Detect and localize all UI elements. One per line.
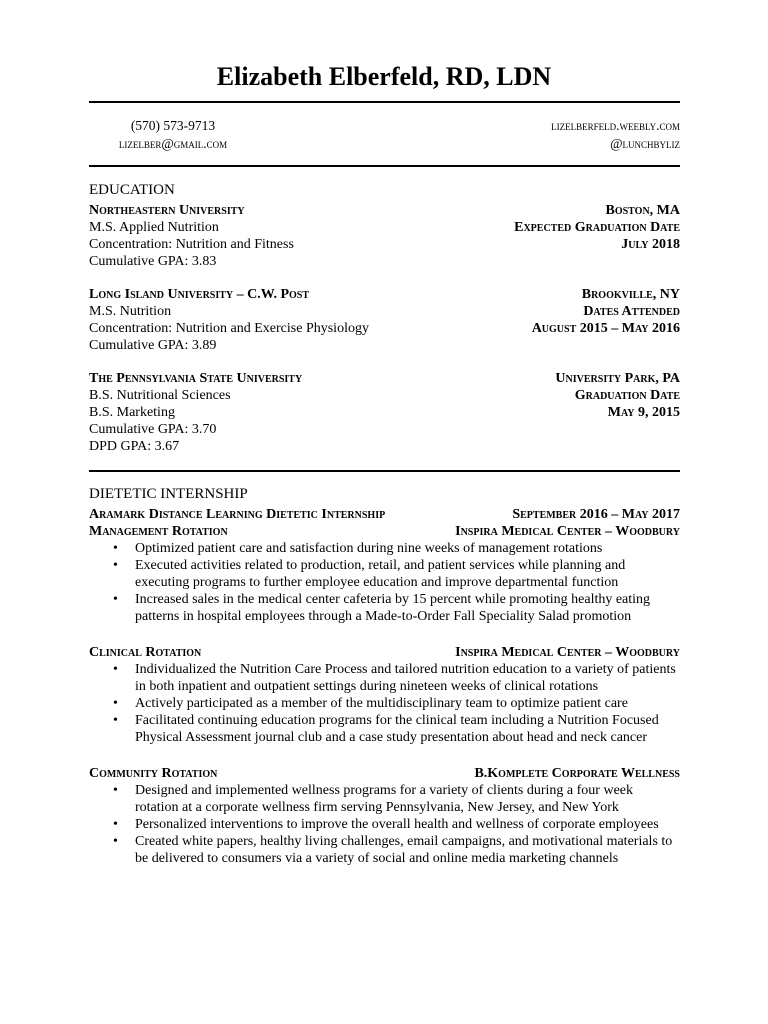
bullet-item: • Facilitated continuing education programs for the clinical team including a Nutrition Focused Physical Assessment journal club and a case study presentation about head and neck cancer (135, 712, 680, 746)
degree-line: B.S. Nutritional Sciences (89, 388, 231, 403)
degree-line: M.S. Applied Nutrition (89, 220, 219, 235)
rotation-bullets (89, 661, 680, 746)
date-value: May 9, 2015 (607, 405, 680, 420)
education-title: EDUCATION (89, 182, 175, 198)
rotation-name: Community Rotation (89, 766, 218, 781)
contact-left (89, 117, 257, 153)
internship-program (89, 506, 680, 625)
bullet-item: • Optimized patient care and satisfaction during nine weeks of management rotations (135, 540, 680, 557)
school-name: Long Island University – C.W. Post (89, 287, 310, 302)
bullet-item: • Increased sales in the medical center cafeteria by 15 percent while promoting healthy eating patterns in hospital employees through a Made-to-Order Fall Speciality Salad promotion (135, 591, 680, 625)
bullet-item: • Personalized interventions to improve the overall health and wellness of corporate employees (135, 816, 680, 833)
school-location: Boston, MA (605, 203, 680, 218)
education-entry (89, 286, 680, 354)
header-rule-bottom (89, 165, 680, 167)
date-value: August 2015 – May 2016 (531, 321, 680, 336)
rotation-bullets (89, 540, 680, 625)
school-name: Northeastern University (89, 203, 245, 218)
social-handle: @lunchbyliz (610, 136, 680, 151)
education-entry (89, 202, 680, 270)
contact-right (500, 117, 680, 153)
rotation-name: Management Rotation (89, 524, 228, 539)
website-url: lizelberfeld.weebly.com (551, 118, 680, 133)
phone-number: (570) 573-9713 (130, 118, 216, 133)
program-name: Aramark Distance Learning Dietetic Internship (89, 507, 386, 522)
internship-rotation (89, 765, 680, 867)
degree-line: M.S. Nutrition (89, 304, 172, 319)
gpa-line: DPD GPA: 3.67 (89, 439, 180, 454)
rotation-site: B.Komplete Corporate Wellness (474, 766, 680, 781)
date-label: Dates Attended (583, 304, 680, 319)
internship-rotation (89, 644, 680, 746)
bullet-item: • Individualized the Nutrition Care Process and tailored nutrition education to a variety of patients in both inpatient and outpatient settings during nineteen weeks of clinical rotations (135, 661, 680, 695)
bullet-item: • Created white papers, healthy living challenges, email campaigns, and motivational materials to be delivered to consumers via a variety of social and online media marketing channels (135, 833, 680, 867)
school-location: University Park, PA (555, 371, 680, 386)
bullet-item: • Designed and implemented wellness programs for a variety of clients during a four week rotation at a corporate wellness firm serving Pennsylvania, New Jersey, and New York (135, 782, 680, 816)
date-label: Graduation Date (574, 388, 680, 403)
internship-title: DIETETIC INTERNSHIP (89, 486, 248, 502)
email-address: lizelber@gmail.com (118, 136, 228, 151)
gpa-line: Cumulative GPA: 3.70 (89, 422, 217, 437)
degree-line: B.S. Marketing (89, 405, 175, 420)
rotation-site: Inspira Medical Center – Woodbury (455, 524, 680, 539)
bullet-item: • Executed activities related to production, retail, and patient services while planning and executing programs to further employee education and improve departmental function (135, 557, 680, 591)
degree-line: Concentration: Nutrition and Exercise Physiology (89, 321, 369, 336)
school-location: Brookville, NY (581, 287, 680, 302)
rotation-bullets (89, 782, 680, 867)
school-name: The Pennsylvania State University (89, 371, 303, 386)
resume-name: Elizabeth Elberfeld, RD, LDN (216, 62, 552, 91)
gpa-line: Cumulative GPA: 3.83 (89, 254, 217, 269)
program-dates: September 2016 – May 2017 (512, 507, 680, 522)
gpa-line: Cumulative GPA: 3.89 (89, 338, 217, 353)
bullet-item: • Actively participated as a member of the multidisciplinary team to optimize patient care (135, 695, 680, 712)
date-value: July 2018 (621, 237, 680, 252)
rotation-site: Inspira Medical Center – Woodbury (455, 645, 680, 660)
degree-line: Concentration: Nutrition and Fitness (89, 237, 294, 252)
header-rule-top (89, 101, 680, 103)
date-label: Expected Graduation Date (514, 220, 680, 235)
rotation-name: Clinical Rotation (89, 645, 202, 660)
education-entry (89, 370, 680, 455)
section-rule (89, 470, 680, 472)
